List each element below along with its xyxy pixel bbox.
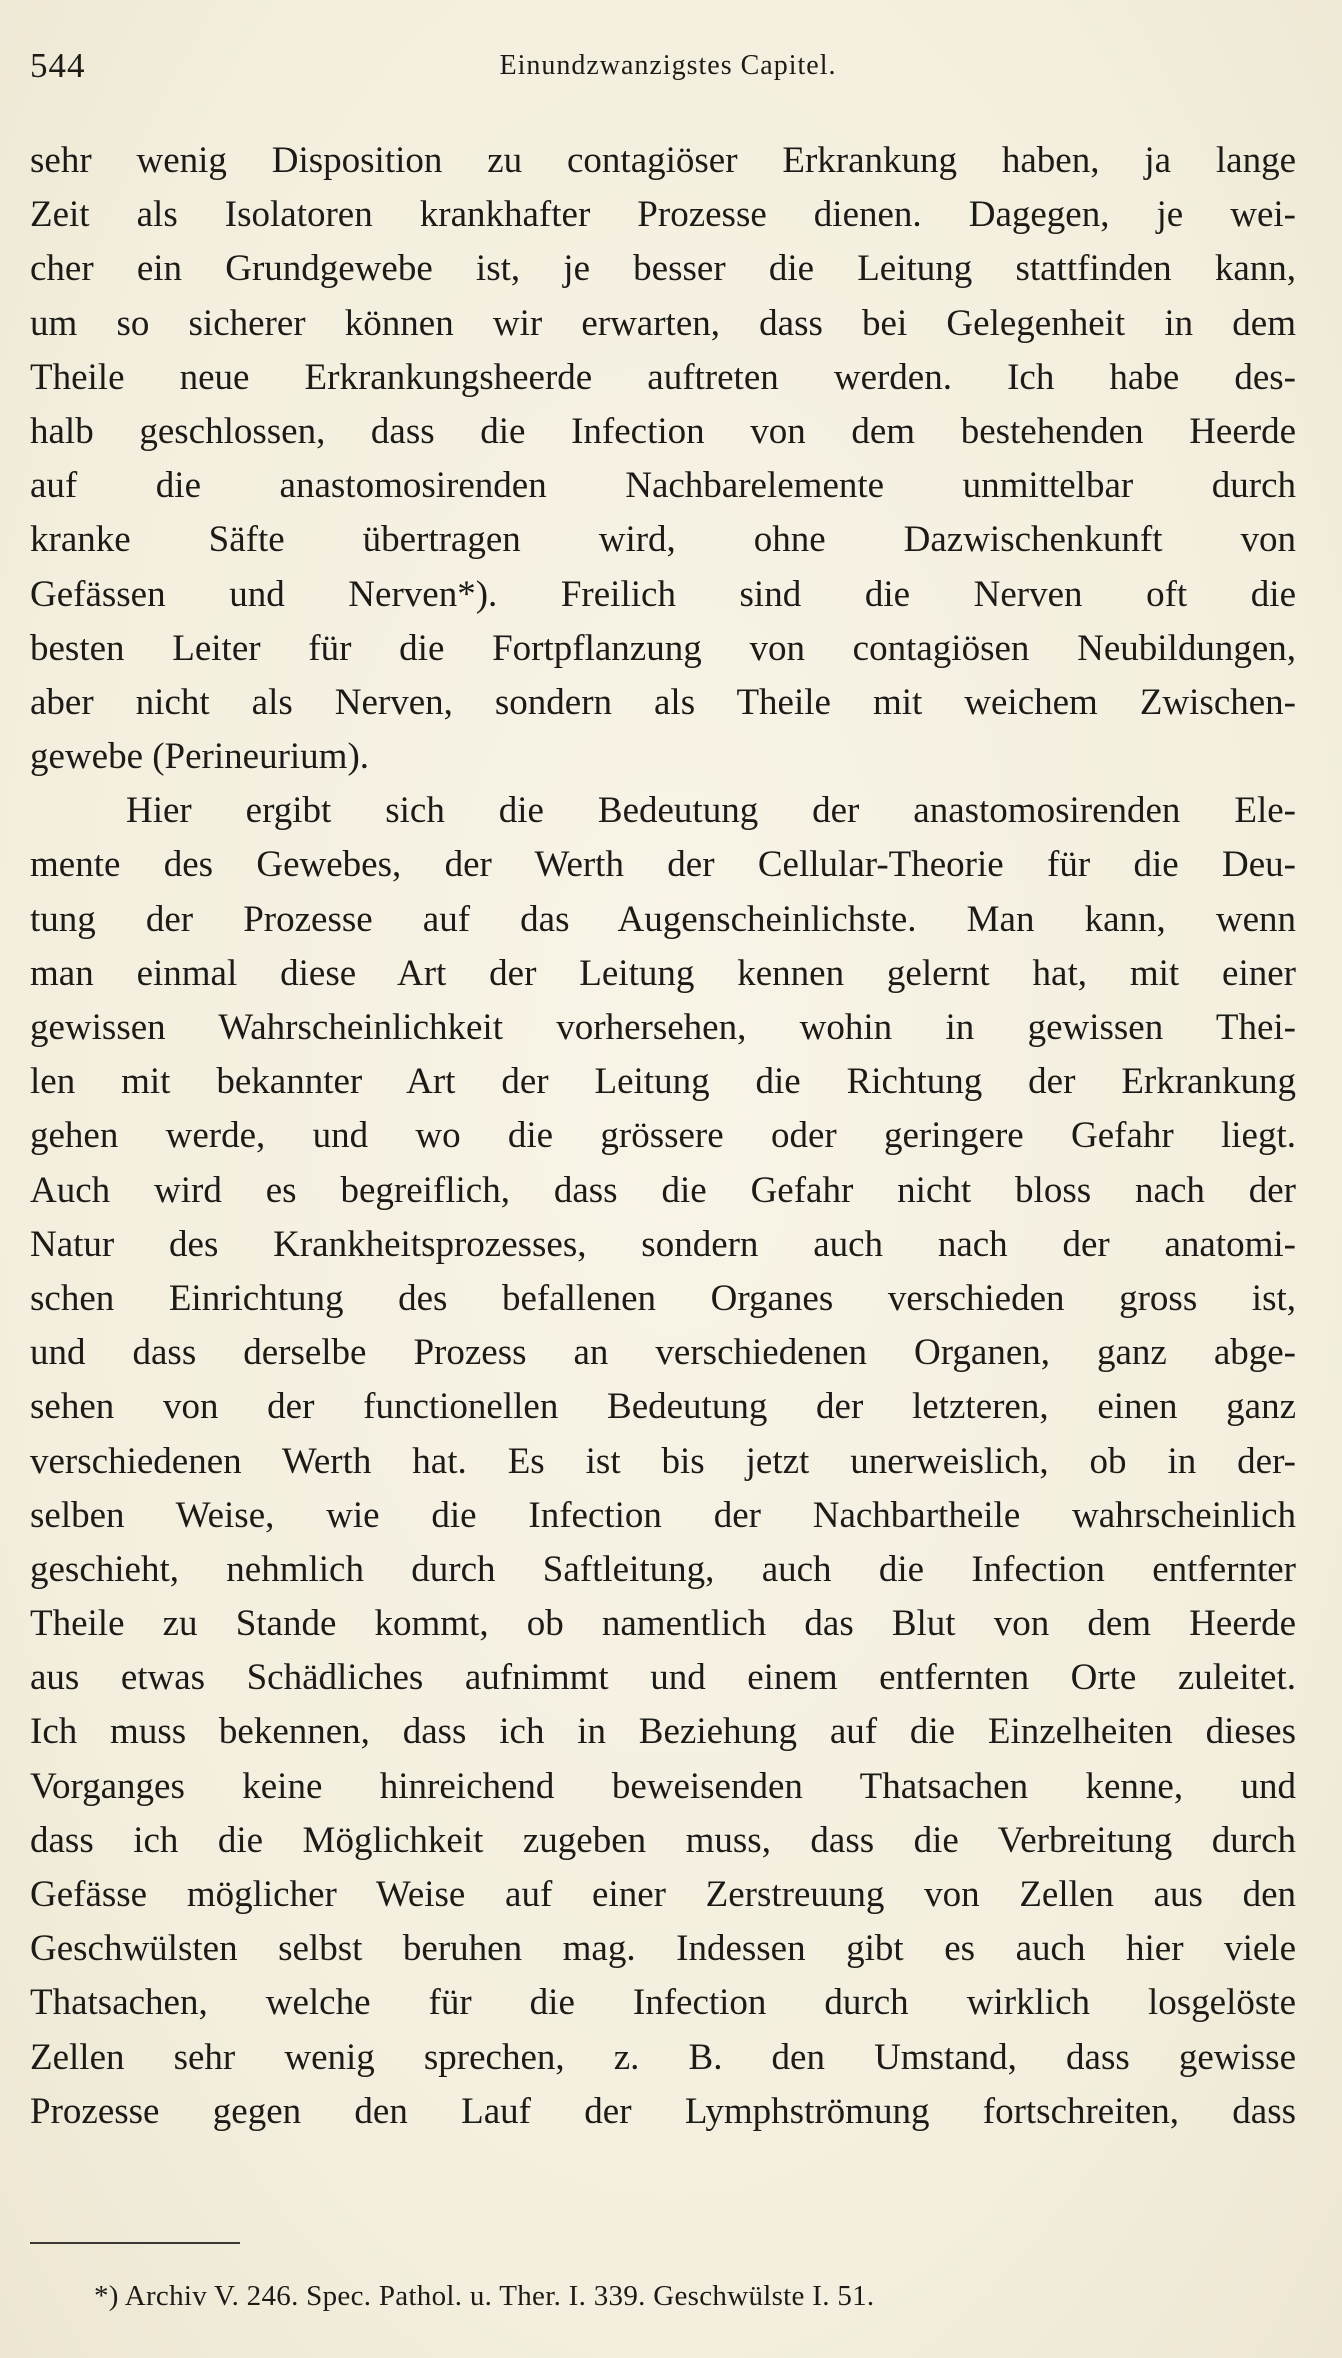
text-line: cher ein Grundgewebe ist, je besser die Leitung stattfinden kann,: [30, 248, 1296, 290]
text-line: tung der Prozesse auf das Augenscheinlichste. Man kann, wenn: [30, 898, 1296, 940]
text-line: Gefässe möglicher Weise auf einer Zerstreuung von Zellen aus den: [30, 1874, 1296, 1915]
text-line: um so sicherer können wir erwarten, dass bei Gelegenheit in dem: [30, 302, 1296, 344]
text-line: Gefässen und Nerven*). Freilich sind die Nerven oft die: [30, 573, 1296, 615]
text-line: len mit bekannter Art der Leitung die Richtung der Erkrankung: [30, 1061, 1296, 1103]
text-line: Geschwülsten selbst beruhen mag. Indessen gibt es auch hier viele: [30, 1928, 1296, 1970]
page-header: [30, 44, 1306, 88]
text-line: aber nicht als Nerven, sondern als Theile mit weichem Zwischen-: [30, 681, 1296, 723]
text-line: aus etwas Schädliches aufnimmt und einem entfernten Orte zuleitet.: [30, 1657, 1296, 1699]
text-line: Natur des Krankheitsprozesses, sondern auch nach der anatomi-: [30, 1223, 1296, 1265]
text-line: Vorganges keine hinreichend beweisenden Thatsachen kenne, und: [30, 1765, 1296, 1807]
running-head: Einundzwanzigstes Capitel.: [499, 50, 837, 81]
footnote-divider: [30, 2242, 240, 2244]
body-text: [30, 134, 1296, 2139]
text-line: gewissen Wahrscheinlichkeit vorhersehen, wohin in gewissen Thei-: [30, 1007, 1296, 1048]
text-line: halb geschlossen, dass die Infection von dem bestehenden Heerde: [30, 410, 1296, 452]
page-number: 544: [30, 46, 86, 85]
text-line: geschieht, nehmlich durch Saftleitung, auch die Infection entfernter: [30, 1548, 1296, 1590]
text-line: verschiedenen Werth hat. Es ist bis jetzt unerweislich, ob in der-: [30, 1440, 1296, 1482]
footnote: *) Archiv V. 246. Spec. Pathol. u. Ther. I. 339. Geschwülste I. 51.: [94, 2280, 875, 2312]
text-line: besten Leiter für die Fortpflanzung von contagiösen Neubildungen,: [30, 627, 1296, 669]
text-line: sehr wenig Disposition zu contagiöser Erkrankung haben, ja lange: [30, 140, 1296, 181]
text-line: gehen werde, und wo die grössere oder geringere Gefahr liegt.: [30, 1115, 1296, 1157]
text-line: und dass derselbe Prozess an verschiedenen Organen, ganz abge-: [30, 1332, 1296, 1374]
text-line: Zellen sehr wenig sprechen, z. B. den Umstand, dass gewisse: [30, 2036, 1296, 2078]
text-line: auf die anastomosirenden Nachbarelemente unmittelbar durch: [30, 465, 1296, 507]
text-line: schen Einrichtung des befallenen Organes verschieden gross ist,: [30, 1277, 1296, 1319]
text-line: man einmal diese Art der Leitung kennen gelernt hat, mit einer: [30, 952, 1296, 994]
text-line: kranke Säfte übertragen wird, ohne Dazwischenkunft von: [30, 519, 1296, 561]
text-line: Ich muss bekennen, dass ich in Beziehung auf die Einzelheiten dieses: [30, 1711, 1296, 1753]
text-line: Auch wird es begreiflich, dass die Gefahr nicht bloss nach der: [30, 1169, 1296, 1211]
text-line: mente des Gewebes, der Werth der Cellular-Theorie für die Deu-: [30, 844, 1296, 886]
text-line: Theile neue Erkrankungsheerde auftreten werden. Ich habe des-: [30, 356, 1296, 398]
text-line: Thatsachen, welche für die Infection durch wirklich losgelöste: [30, 1982, 1296, 2024]
text-line: gewebe (Perineurium).: [30, 736, 370, 778]
text-line: dass ich die Möglichkeit zugeben muss, dass die Verbreitung durch: [30, 1819, 1296, 1861]
paragraph-2: [30, 784, 1296, 2139]
text-line: Hier ergibt sich die Bedeutung der anastomosirenden Ele-: [126, 790, 1296, 832]
text-line: Theile zu Stande kommt, ob namentlich das Blut von dem Heerde: [30, 1603, 1296, 1645]
paragraph-1: [30, 134, 1296, 784]
text-line: sehen von der functionellen Bedeutung der letzteren, einen ganz: [30, 1386, 1296, 1428]
text-line: selben Weise, wie die Infection der Nachbartheile wahrscheinlich: [30, 1494, 1296, 1536]
text-line: Zeit als Isolatoren krankhafter Prozesse dienen. Dagegen, je wei-: [30, 194, 1296, 236]
text-line: Prozesse gegen den Lauf der Lymphströmung fortschreiten, dass: [30, 2090, 1296, 2132]
